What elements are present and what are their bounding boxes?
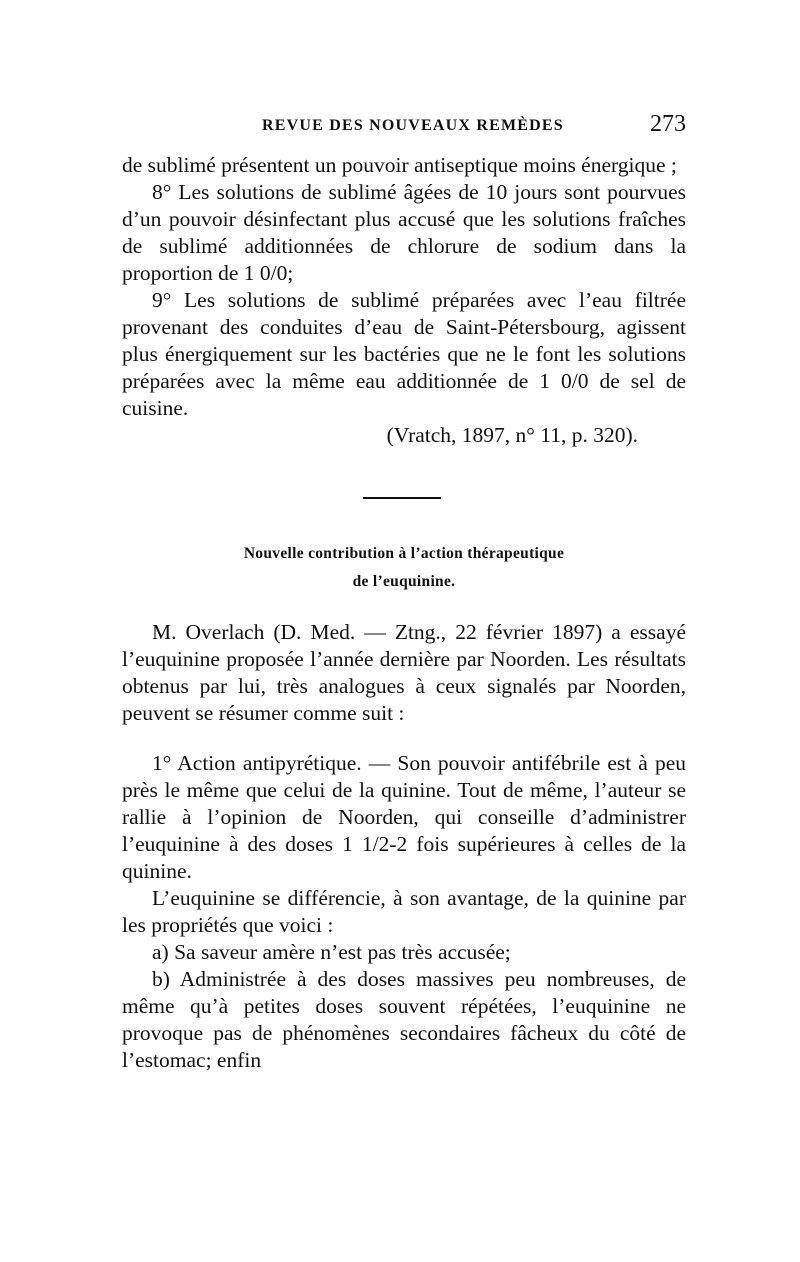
section-title-line: Nouvelle contribution à l’action thérapeutique <box>243 545 565 562</box>
text-block-sublime <box>122 152 686 449</box>
paragraph: 9° Les solutions de sublimé préparées avec l’eau filtrée provenant des conduites d’eau de Saint-Pétersbourg, agissent plus énergiquement sur les bactéries que ne le font les solutions préparées avec la même eau additionnée de 1 0/0 de sel de cuisine. <box>122 288 686 420</box>
paragraph-gap <box>122 727 686 750</box>
running-title: REVUE DES NOUVEAUX REMÈDES <box>262 117 564 134</box>
section-title-line: de l’euquinine. <box>352 573 456 590</box>
paragraph: 1° Action antipyrétique. — Son pouvoir antifébrile est à peu près le même que celui de la quinine. Tout de même, l’auteur se rallie à l’opinion de Noorden, qui conseille d’administrer l’euquinine à des doses 1 1/2-2 fois supérieures à celles de la quinine. <box>122 751 686 883</box>
paragraph: de sublimé présentent un pouvoir antiseptique moins énergique ; <box>122 153 677 177</box>
page-number: 273 <box>650 111 686 137</box>
section-divider <box>363 497 441 499</box>
text-block-euquinine <box>122 619 686 1074</box>
paragraph: M. Overlach (D. Med. — Ztng., 22 février 1897) a essayé l’euquinine proposée l’année dernière par Noorden. Les résultats obtenus par lui, très analogues à ceux signalés par Noorden, peuvent se résumer comme suit : <box>122 620 686 725</box>
list-item: a) Sa saveur amère n’est pas très accusée; <box>152 940 511 964</box>
paragraph: L’euquinine se différencie, à son avantage, de la quinine par les propriétés que voici : <box>122 886 686 937</box>
list-item: b) Administrée à des doses massives peu nombreuses, de même qu’à petites doses souvent répétées, l’euquinine ne provoque pas de phénomènes secondaires fâcheux du côté de l’estomac; enfin <box>122 967 686 1072</box>
section-title <box>122 540 686 596</box>
paragraph: 8° Les solutions de sublimé âgées de 10 jours sont pourvues d’un pouvoir désinfectant plus accusé que les solutions fraîches de sublimé additionnées de chlorure de sodium dans la proportion de 1 0/0; <box>122 180 686 285</box>
citation: (Vratch, 1897, n° 11, p. 320). <box>386 423 638 447</box>
page-header <box>122 113 686 143</box>
